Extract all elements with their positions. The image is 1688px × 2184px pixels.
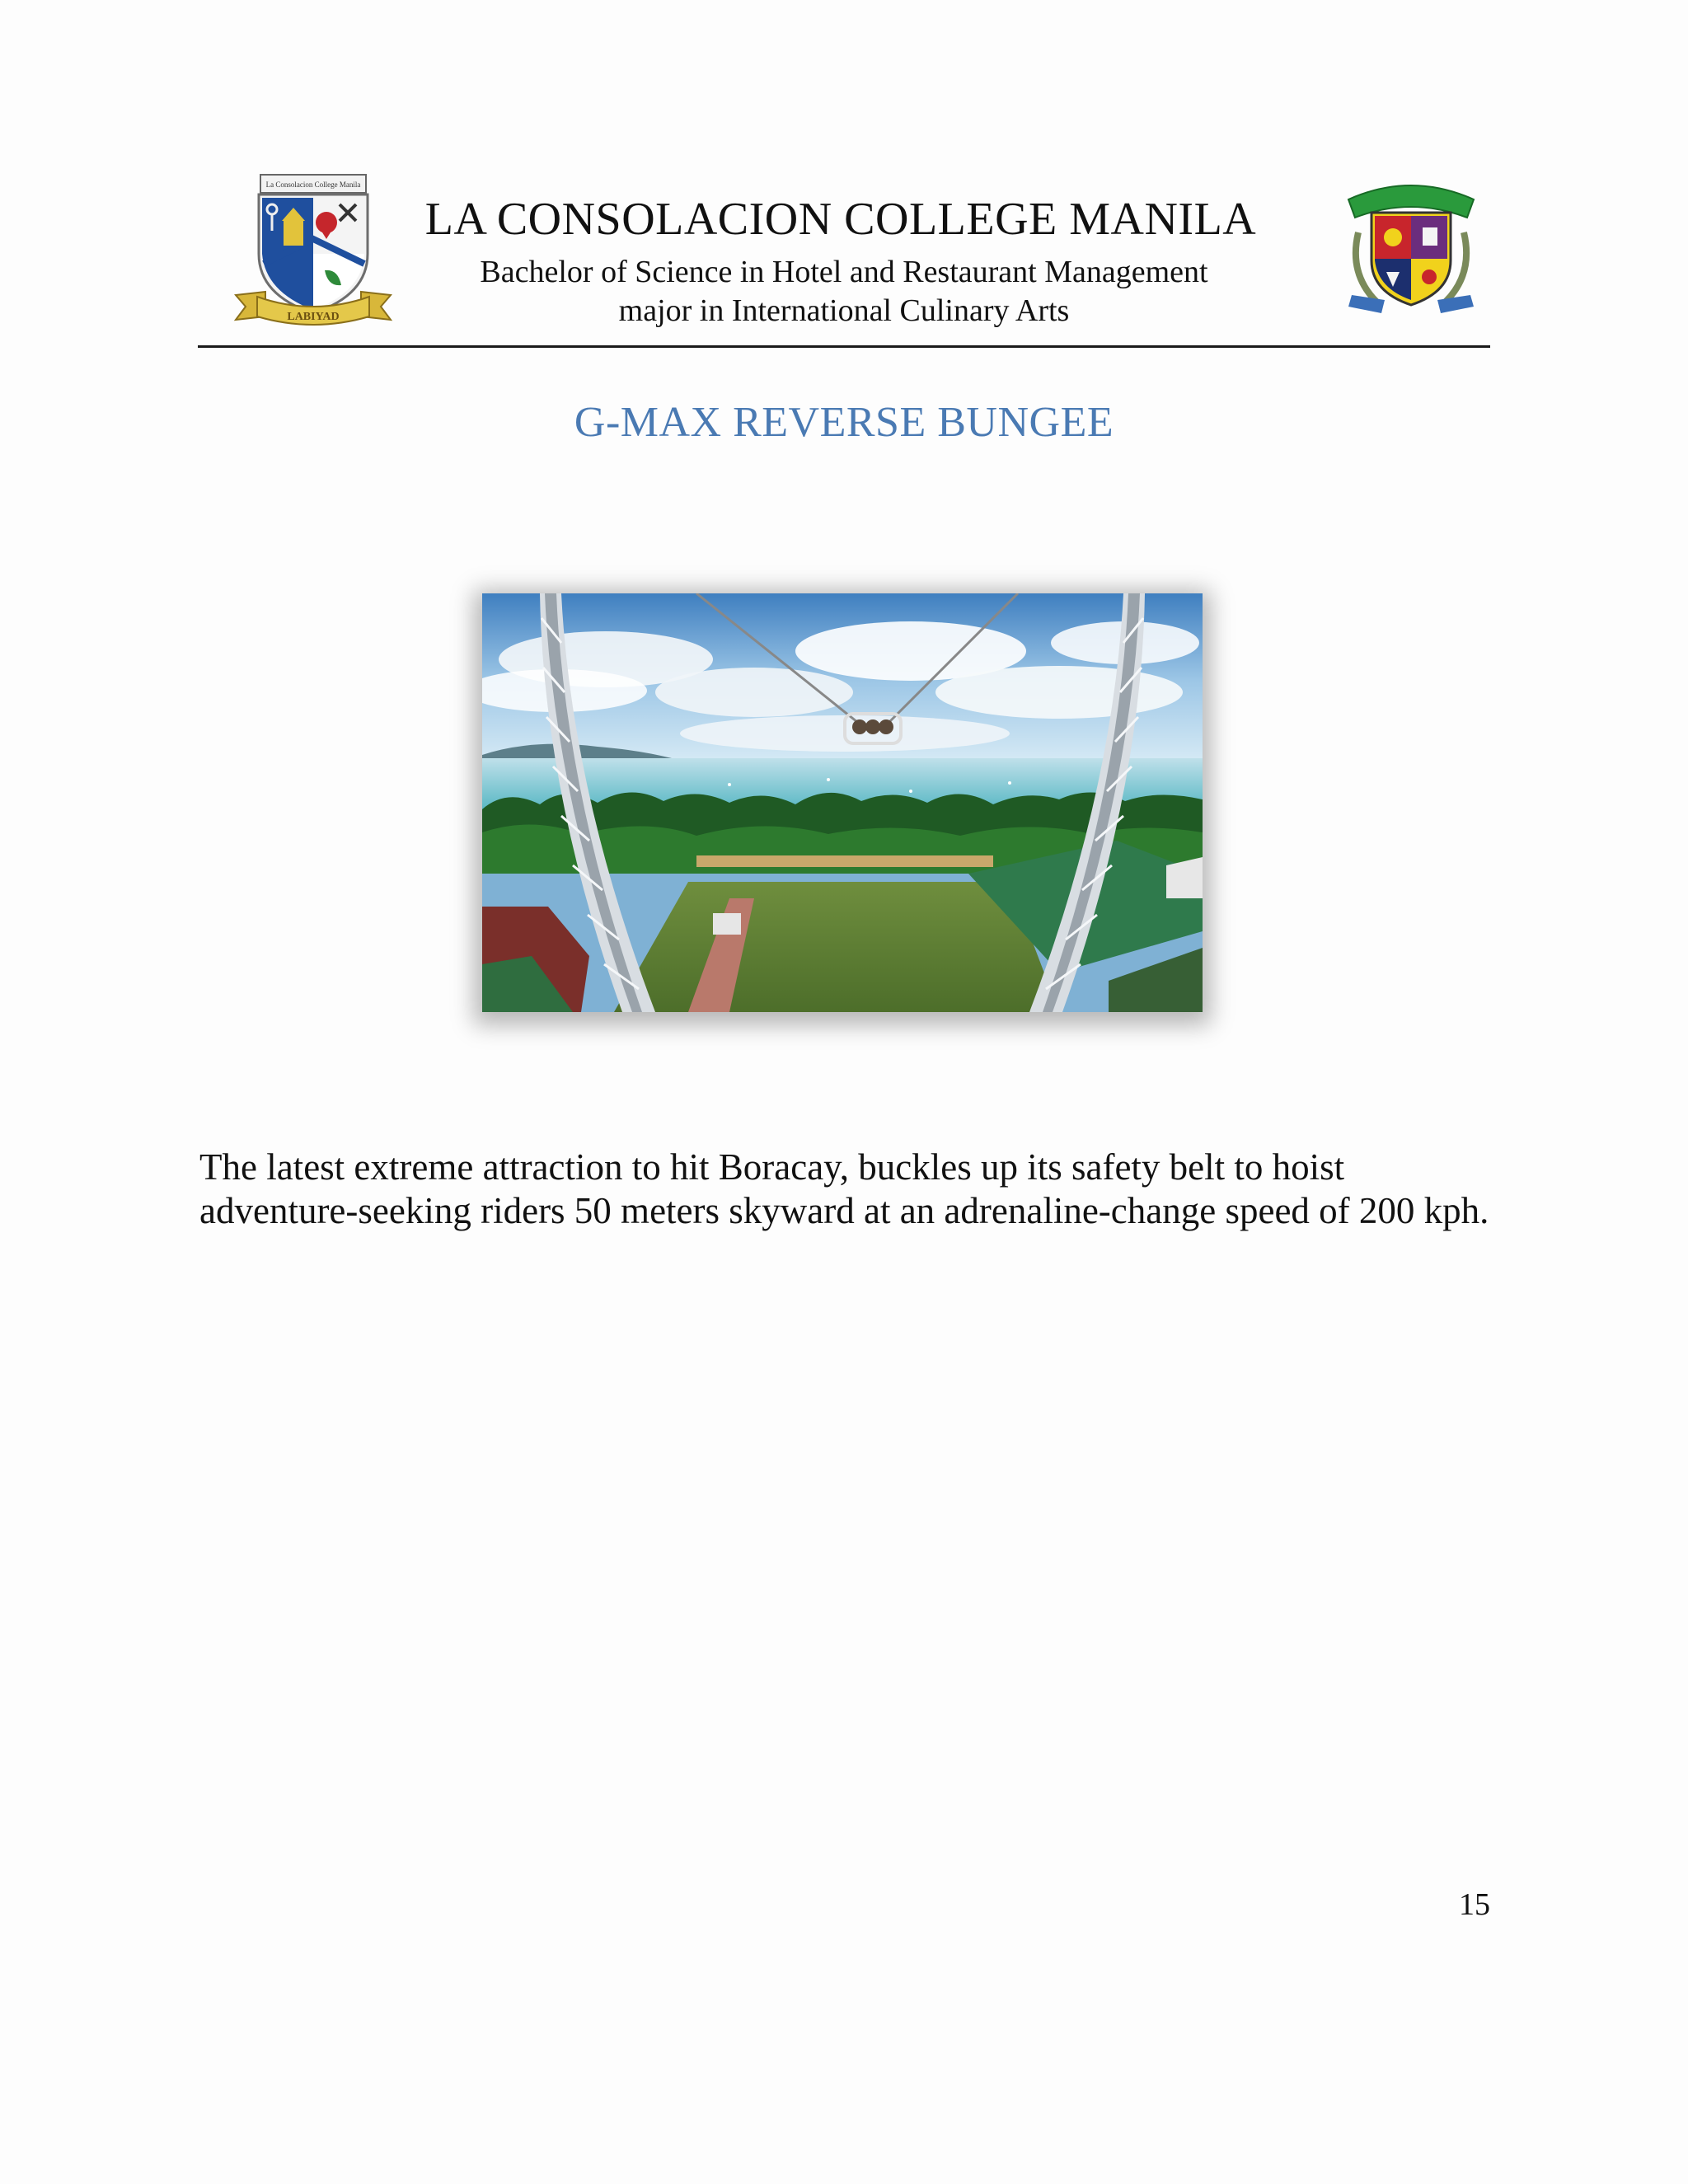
svg-text:La Consolacion College Manila: La Consolacion College Manila [265, 180, 361, 189]
description-paragraph: The latest extreme attraction to hit Boracay, buckles up its safety belt to hoist adventure-seeking riders 50 meters skyward at an adrenaline-change speed of 200 kph. [199, 1146, 1489, 1231]
svg-text:LABIYAD: LABIYAD [287, 311, 340, 323]
reverse-bungee-ride-photo [482, 593, 1203, 1012]
program-line-1: Bachelor of Science in Hotel and Restaurant Management [480, 255, 1208, 289]
page-number: 15 [1459, 1887, 1490, 1922]
attraction-photo [482, 593, 1203, 1012]
header-divider [198, 345, 1490, 348]
college-name-heading: LA CONSOLACION COLLEGE MANILA [424, 194, 1257, 245]
page-title: G-MAX REVERSE BUNGEE [574, 399, 1114, 446]
program-line-2: major in International Culinary Arts [618, 293, 1070, 328]
